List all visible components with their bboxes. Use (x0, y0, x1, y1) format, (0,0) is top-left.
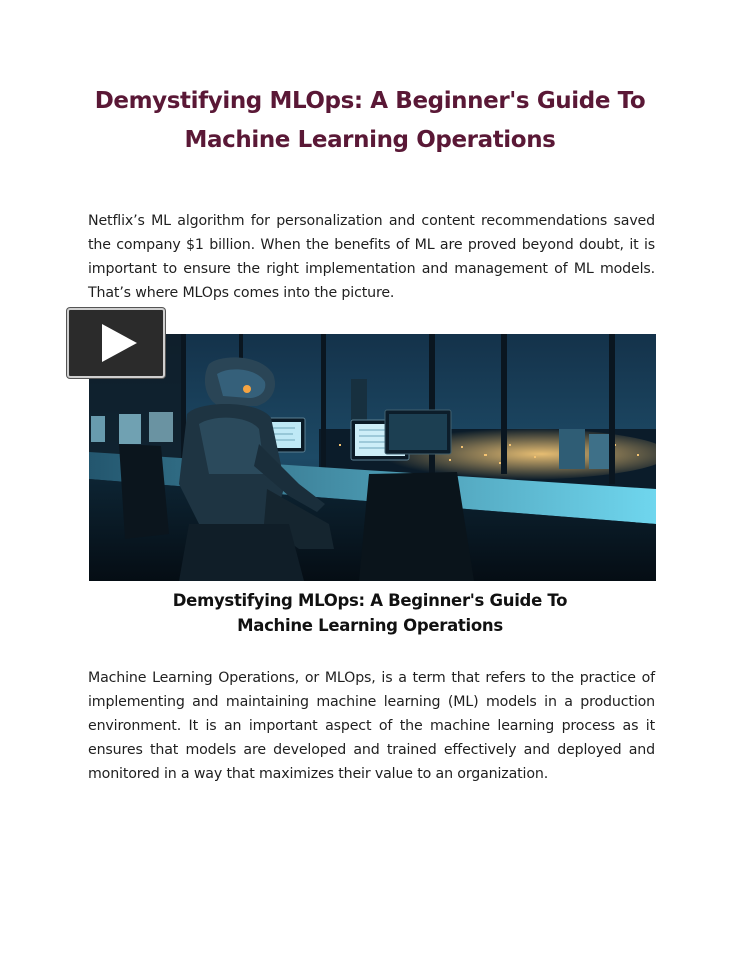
title-line-1: Demystifying MLOps: A Beginner's Guide To (94, 88, 646, 114)
robot-office-image (89, 334, 656, 581)
play-icon (69, 310, 163, 376)
document-title (60, 82, 680, 160)
caption-line-2: Machine Learning Operations (237, 616, 503, 635)
video-play-button[interactable] (67, 308, 165, 378)
intro-paragraph: Netflix’s ML algorithm for personalization and content recommendations saved the company $1 billion. When the benefits of ML are proved beyond doubt, it is important to ensure the right implementation and management of ML models. That’s where MLOps comes into the picture. (88, 213, 655, 301)
image-caption (120, 588, 620, 638)
caption-line-1: Demystifying MLOps: A Beginner's Guide To (172, 591, 568, 610)
body-paragraph: Machine Learning Operations, or MLOps, is a term that refers to the practice of implementing and maintaining machine learning (ML) models in a production environment. It is an important aspect of the machine learning process as it ensures that models are developed and trained effectively and deployed and monitored in a way that maximizes their value to an organization. (88, 670, 655, 782)
title-line-2: Machine Learning Operations (184, 127, 556, 153)
